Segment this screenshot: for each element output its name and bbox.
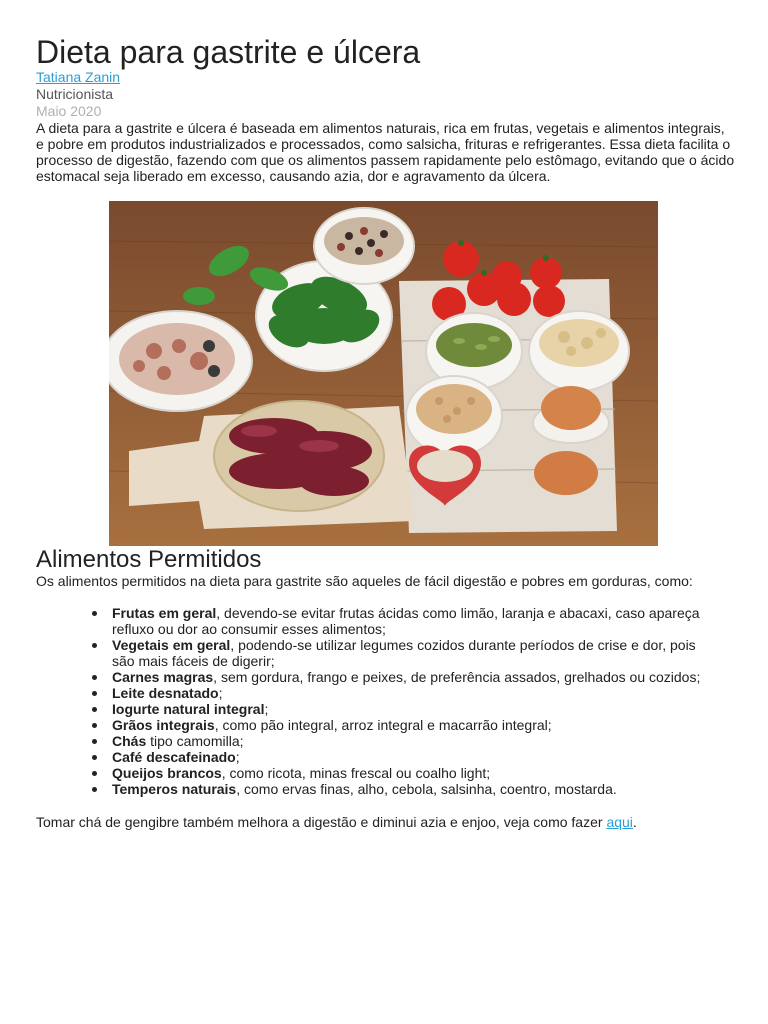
section-lead: Os alimentos permitidos na dieta para gastrite são aqueles de fácil digestão e pobres em gorduras, como: <box>36 573 693 589</box>
author-role: Nutricionista <box>36 86 114 102</box>
item-desc: , como ervas finas, alho, cebola, salsinha, coentro, mostarda. <box>236 781 617 797</box>
item-name: Vegetais em geral <box>112 637 231 653</box>
outro-text: Tomar chá de gengibre também melhora a digestão e diminui azia e enjoo, veja como fazer <box>36 814 607 830</box>
list-item <box>112 749 712 765</box>
list-item <box>112 717 712 733</box>
item-desc: , como pão integral, arroz integral e macarrão integral; <box>214 717 552 733</box>
food-photo <box>109 201 658 546</box>
item-desc: , devendo-se evitar frutas ácidas como limão, laranja e abacaxi, caso apareça refluxo ou dor ao consumir esses alimentos; <box>112 605 700 637</box>
item-name: Carnes magras <box>112 669 214 685</box>
list-item <box>112 765 712 781</box>
item-desc: ; <box>235 749 240 765</box>
list-item <box>112 669 712 685</box>
item-desc: ; <box>218 685 223 701</box>
list-item <box>112 685 712 701</box>
list-item <box>112 637 712 669</box>
item-name: Frutas em geral <box>112 605 217 621</box>
item-name: Café descafeinado <box>112 749 236 765</box>
publish-date: Maio 2020 <box>36 103 102 119</box>
item-desc: , sem gordura, frango e peixes, de preferência assados, grelhados ou cozidos; <box>213 669 701 685</box>
item-name: Iogurte natural integral <box>112 701 265 717</box>
intro-paragraph: A dieta para a gastrite e úlcera é baseada em alimentos naturais, rica em frutas, vegetais e alimentos integrais, e pobre em produtos industrializados e processados, como salsicha, frituras e refrigerantes. Essa dieta facilita o processo de digestão, fazendo com que os alimentos passem rapidamente pelo estômago, evitando que o ácido estomacal seja liberado em excesso, causando azia, dor e agravamento da úlcera. <box>36 120 735 184</box>
egg <box>541 386 601 430</box>
list-item <box>112 733 712 749</box>
ginger-tea-link[interactable]: aqui <box>606 814 633 830</box>
outro-end: . <box>632 814 637 830</box>
item-desc: , como ricota, minas frescal ou coalho light; <box>221 765 491 781</box>
item-desc: ; <box>264 701 269 717</box>
item-name: Grãos integrais <box>112 717 215 733</box>
item-desc: tipo camomilla; <box>146 733 244 749</box>
egg <box>534 451 598 495</box>
item-name: Leite desnatado <box>112 685 219 701</box>
item-name: Chás <box>112 733 147 749</box>
list-item <box>112 605 712 637</box>
list-item <box>112 781 712 797</box>
item-name: Temperos naturais <box>112 781 237 797</box>
list-item <box>112 701 712 717</box>
item-name: Queijos brancos <box>112 765 222 781</box>
item-desc: , podendo-se utilizar legumes cozidos durante períodos de crise e dor, pois são mais fáceis de digerir; <box>112 637 696 669</box>
allowed-foods-list <box>112 605 712 797</box>
author-link[interactable]: Tatiana Zanin <box>36 69 121 85</box>
article-title: Dieta para gastrite e úlcera <box>36 34 421 70</box>
section-heading: Alimentos Permitidos <box>36 546 262 573</box>
outro-paragraph <box>36 814 756 830</box>
